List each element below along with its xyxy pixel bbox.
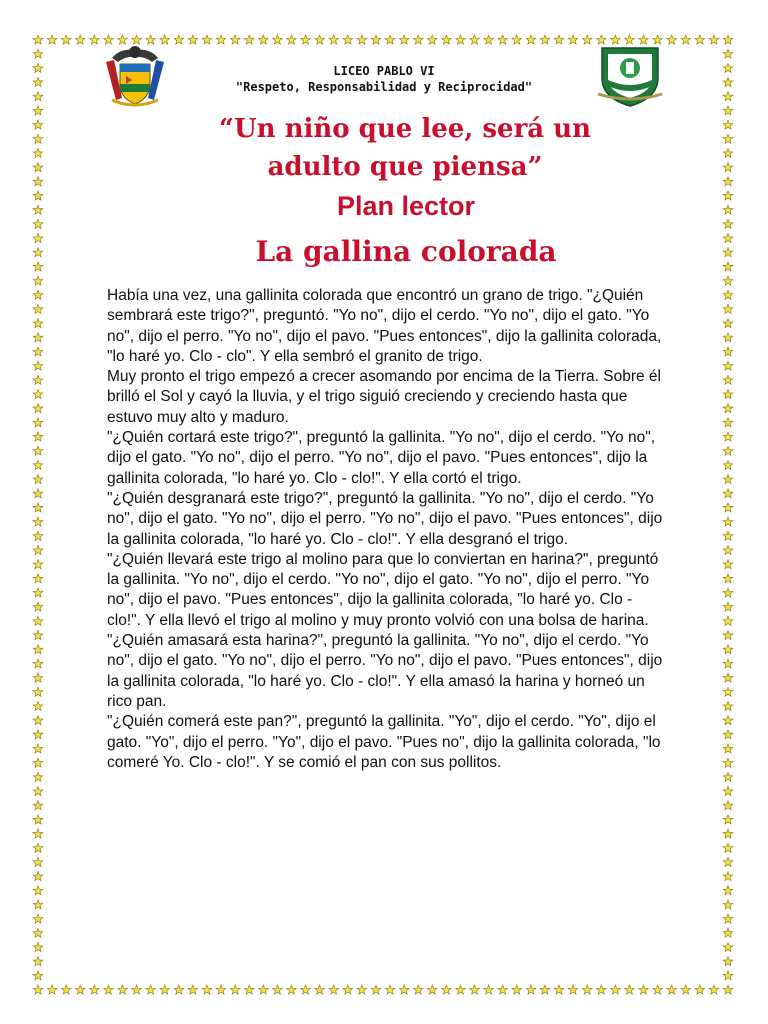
star-icon [723,35,733,44]
story-paragraph: "¿Quién amasará esta harina?", preguntó la gallinita. "Yo no", dijo el cerdo. "Yo no", dijo el gato. "Yo no", dijo el perro. "Yo no", dijo el pavo. "Pues entonces", dijo la gallinita colorada, "lo haré yo. Clo - clo!". Y ella amasó la harina y horneó un rico pan. [107,632,663,710]
star-icon [33,276,43,285]
star-icon [723,531,733,540]
star-icon [33,177,43,186]
star-icon [287,35,297,44]
star-icon [61,35,71,44]
star-icon [118,985,128,994]
star-icon [526,35,536,44]
star-icon [33,460,43,469]
star-icon [681,985,691,994]
star-icon [258,985,268,994]
star-icon [329,35,339,44]
star-icon [723,744,733,753]
star-icon [723,361,733,370]
star-icon [188,35,198,44]
star-icon [33,134,43,143]
star-icon [484,35,494,44]
star-icon [667,985,677,994]
star-icon [723,687,733,696]
star-icon [89,985,99,994]
star-icon [611,985,621,994]
star-icon [33,432,43,441]
star-icon [512,35,522,44]
star-icon [33,290,43,299]
star-icon [33,389,43,398]
star-icon [442,985,452,994]
plan-subtitle: Plan lector [336,191,476,221]
story-paragraph: Muy pronto el trigo empezó a crecer asomando por encima de la Tierra. Sobre él brilló el Sol y cayó la lluvia, y el trigo siguió creciendo y creciendo hasta que estuvo muy alto y maduro. [107,368,661,426]
star-icon [723,701,733,710]
star-icon [399,985,409,994]
star-icon [723,659,733,668]
star-icon [582,35,592,44]
story-paragraph: "¿Quién cortará este trigo?", preguntó la gallinita. "Yo no", dijo el cerdo. "Yo no", dijo el gato. "Yo no", dijo el perro. "Yo no", dijo el pavo. "Pues entonces", dijo la gallinita colorada, "lo haré yo. Clo - clo!". Y ella cortó el trigo. [107,429,656,487]
star-icon [512,985,522,994]
star-icon [456,35,466,44]
star-icon [723,389,733,398]
star-icon [568,985,578,994]
star-icon [554,985,564,994]
star-icon [202,985,212,994]
star-icon [723,489,733,498]
star-icon [723,829,733,838]
star-icon [33,630,43,639]
star-icon [723,446,733,455]
star-icon [413,985,423,994]
star-icon [230,35,240,44]
star-icon [33,886,43,895]
story-title: La gallina colorada [255,235,557,268]
star-icon [723,588,733,597]
star-icon [568,35,578,44]
star-icon [33,914,43,923]
star-icon [33,560,43,569]
star-icon [723,602,733,611]
star-icon [723,872,733,881]
star-icon [33,503,43,512]
star-icon [470,985,480,994]
star-icon [723,900,733,909]
star-icon [33,106,43,115]
star-icon [385,985,395,994]
star-icon [723,460,733,469]
star-icon [33,900,43,909]
star-icon [174,35,184,44]
star-icon [329,985,339,994]
star-icon [33,645,43,654]
star-icon [723,347,733,356]
star-icon [33,163,43,172]
star-icon [723,474,733,483]
star-icon [33,730,43,739]
star-icon [470,35,480,44]
star-icon [33,545,43,554]
star-icon [723,404,733,413]
star-icon [723,120,733,129]
star-icon [484,985,494,994]
star-icon [709,985,719,994]
star-icon [33,857,43,866]
star-icon [33,361,43,370]
star-icon [33,942,43,951]
star-icon [174,985,184,994]
star-icon [695,35,705,44]
star-icon [33,957,43,966]
star-icon [33,489,43,498]
star-icon [371,35,381,44]
star-icon [639,985,649,994]
star-icon [399,35,409,44]
star-icon [188,985,198,994]
star-icon [723,985,733,994]
star-icon [273,35,283,44]
star-icon [33,829,43,838]
star-icon [723,801,733,810]
star-icon [456,985,466,994]
star-icon [723,375,733,384]
star-icon [33,843,43,852]
star-icon [33,35,43,44]
star-icon [723,843,733,852]
star-icon [301,35,311,44]
star-icon [582,985,592,994]
star-icon [33,304,43,313]
star-icon [723,148,733,157]
school-motto: "Respeto, Responsabilidad y Reciprocidad" [235,80,533,94]
star-icon [258,35,268,44]
star-icon [33,687,43,696]
star-icon [33,772,43,781]
story-body [107,286,667,773]
star-icon [160,985,170,994]
star-icon [723,290,733,299]
star-icon [33,786,43,795]
star-icon [723,758,733,767]
star-icon [442,35,452,44]
star-icon [343,35,353,44]
star-icon [427,35,437,44]
star-icon [498,985,508,994]
star-icon [146,985,156,994]
star-icon [216,985,226,994]
star-icon [33,815,43,824]
star-icon [723,503,733,512]
star-icon [723,545,733,554]
school-name: LICEO PABLO VI [333,64,435,78]
star-icon [596,985,606,994]
star-icon [723,177,733,186]
star-icon [723,574,733,583]
reading-slogan: “Un niño que lee, será un adulto que piensa” [219,114,591,182]
star-icon [723,772,733,781]
star-icon [723,319,733,328]
star-icon [385,35,395,44]
star-icon [723,914,733,923]
star-icon [33,616,43,625]
star-icon [723,560,733,569]
star-icon [33,701,43,710]
star-icon [723,645,733,654]
star-icon [315,35,325,44]
star-icon [723,716,733,725]
star-icon [413,35,423,44]
star-icon [33,673,43,682]
star-icon [33,801,43,810]
star-icon [625,985,635,994]
star-icon [723,971,733,980]
star-icon [47,985,57,994]
star-icon [723,276,733,285]
star-icon [33,588,43,597]
star-icon [33,120,43,129]
star-icon [667,35,677,44]
star-icon [723,957,733,966]
star-icon [723,857,733,866]
star-icon [723,928,733,937]
star-icon [526,985,536,994]
star-icon [33,49,43,58]
star-icon [75,35,85,44]
star-icon [723,886,733,895]
star-icon [33,148,43,157]
star-icon [33,474,43,483]
star-icon [33,404,43,413]
star-icon [33,319,43,328]
star-icon [357,985,367,994]
star-icon [33,744,43,753]
star-icon [681,35,691,44]
star-icon [244,35,254,44]
star-icon [723,730,733,739]
story-paragraph: "¿Quién desgranará este trigo?", preguntó la gallinita. "Yo no", dijo el cerdo. "Yo no", dijo el gato. "Yo no", dijo el perro. "Yo no", dijo el pavo. "Pues entonces", dijo la gallinita colorada, "lo haré yo. Clo - clo!". Y ella desgranó el trigo. [107,489,663,548]
star-icon [33,418,43,427]
star-icon [723,49,733,58]
star-icon [287,985,297,994]
star-icon [554,35,564,44]
star-icon [427,985,437,994]
star-icon [33,716,43,725]
star-icon [61,985,71,994]
star-icon [33,531,43,540]
star-icon [723,432,733,441]
star-icon [723,333,733,342]
star-icon [723,418,733,427]
star-icon [33,517,43,526]
star-icon [75,985,85,994]
star-icon [653,985,663,994]
star-icon [33,928,43,937]
star-icon [723,942,733,951]
star-icon [33,758,43,767]
star-icon [216,35,226,44]
star-icon [33,446,43,455]
star-icon [709,35,719,44]
star-icon [244,985,254,994]
star-icon [343,985,353,994]
story-paragraph: "¿Quién llevará este trigo al molino para que lo conviertan en harina?", preguntó la gallinita. "Yo no", dijo el cerdo. "Yo no", dijo el gato. "Yo no", dijo el perro. "Yo no", dijo el pavo. "Pues entonces", dijo la gallinita colorada, "lo haré yo. Clo - clo!". Y ella llevó el trigo al molino y muy pronto volvió con una bolsa de harina. [107,550,659,629]
star-icon [540,985,550,994]
star-icon [33,985,43,994]
star-icon [47,35,57,44]
star-icon [230,985,240,994]
star-icon [723,517,733,526]
star-icon [104,985,114,994]
star-icon [301,985,311,994]
star-icon [723,106,733,115]
star-icon [723,304,733,313]
star-icon [33,971,43,980]
star-icon [33,659,43,668]
story-paragraph: "¿Quién comerá este pan?", preguntó la gallinita. "Yo", dijo el cerdo. "Yo", dijo el gato. "Yo", dijo el perro. "Yo", dijo el pavo. "Pues no", dijo la gallinita colorada, "lo comeré Yo. Clo - clo!". Y se comió el pan con sus pollitos. [107,713,661,771]
star-icon [498,35,508,44]
star-icon [357,35,367,44]
star-icon [723,673,733,682]
star-icon [315,985,325,994]
star-icon [371,985,381,994]
star-icon [33,574,43,583]
star-icon [202,35,212,44]
star-icon [695,985,705,994]
star-icon [132,985,142,994]
star-icon [723,163,733,172]
star-icon [723,616,733,625]
star-icon [89,35,99,44]
star-icon [33,602,43,611]
star-icon [723,786,733,795]
star-icon [33,375,43,384]
star-icon [33,872,43,881]
star-icon [723,134,733,143]
star-icon [540,35,550,44]
star-icon [273,985,283,994]
star-icon [33,347,43,356]
star-icon [33,333,43,342]
story-paragraph: Había una vez, una gallinita colorada que encontró un grano de trigo. "¿Quién sembrará este trigo?", preguntó. "Yo no", dijo el cerdo. "Yo no", dijo el gato. "Yo no", dijo el perro. "Yo no", dijo el pavo. "Pues entonces", dijo la gallinita colorada, "lo haré yo. Clo - clo". Y ella sembró el granito de trigo. [107,287,662,365]
star-icon [723,630,733,639]
star-icon [723,815,733,824]
